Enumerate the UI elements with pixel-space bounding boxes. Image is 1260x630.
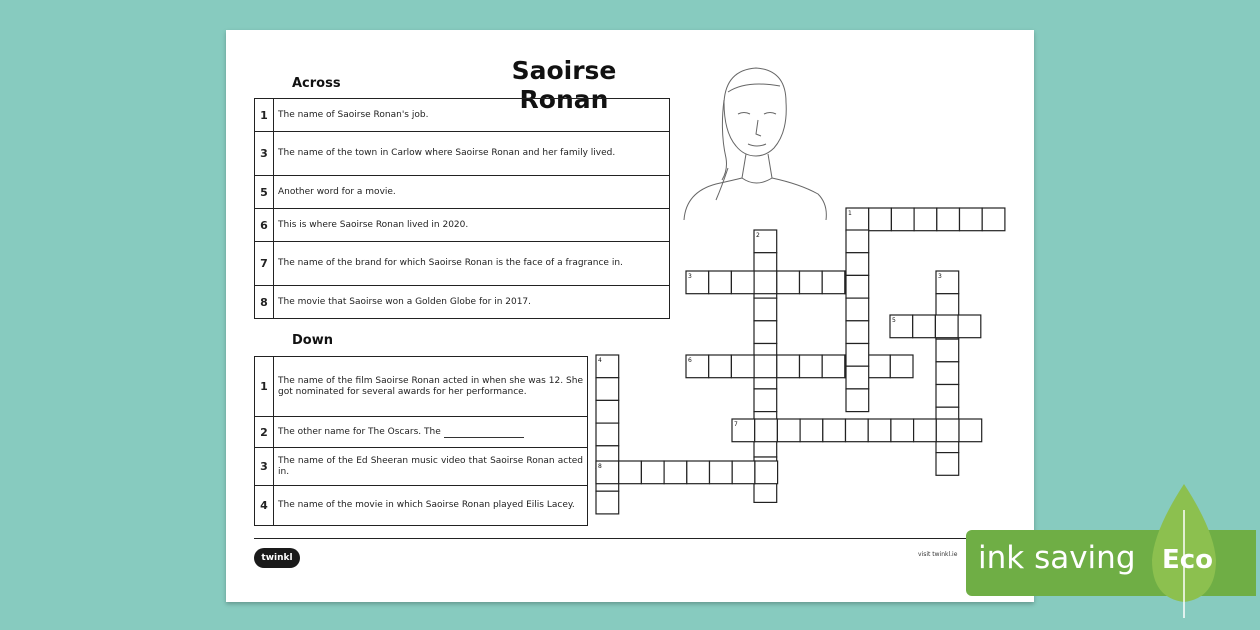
grid-cell <box>619 461 642 484</box>
grid-cell <box>936 419 959 442</box>
across-heading: Across <box>292 76 341 91</box>
clue-text: The name of the brand for which Saoirse Ronan is the face of a fragrance in. <box>274 242 670 286</box>
clue-text: The name of the movie in which Saoirse Ronan played Eilis Lacey. <box>274 486 588 526</box>
grid-cell <box>777 355 800 378</box>
page-title: Saoirse Ronan <box>511 56 617 114</box>
footer-url: visit twinkl.ie <box>918 551 958 558</box>
grid-cell <box>800 419 823 442</box>
grid-cell <box>596 378 619 401</box>
grid-cell <box>755 461 778 484</box>
grid-cell <box>800 355 823 378</box>
grid-cell <box>936 453 959 476</box>
grid-cell <box>823 419 846 442</box>
grid-cell <box>846 389 869 412</box>
clue-number: 4 <box>255 486 274 526</box>
grid-cell <box>754 355 777 378</box>
grid-cell <box>846 275 869 298</box>
clue-number: 5 <box>255 176 274 209</box>
grid-number: 3 <box>938 273 942 280</box>
clue-text: The name of the film Saoirse Ronan acted in when she was 12. She got nominated for several awards for her performance. <box>274 357 588 417</box>
grid-cell <box>755 419 778 442</box>
grid-cell <box>935 315 958 338</box>
grid-cell <box>687 461 710 484</box>
grid-number: 5 <box>892 317 896 324</box>
eco-label: Eco <box>1162 545 1214 575</box>
grid-cell <box>869 208 892 231</box>
grid-number: 4 <box>598 357 602 364</box>
clue-text: The movie that Saoirse won a Golden Globe for in 2017. <box>274 286 670 319</box>
grid-cell <box>846 366 869 389</box>
grid-cell <box>731 271 754 294</box>
grid-cell <box>709 271 732 294</box>
grid-number: 7 <box>734 421 738 428</box>
grid-cell <box>777 419 800 442</box>
grid-cell <box>731 355 754 378</box>
clue-number: 6 <box>255 209 274 242</box>
clue-number: 8 <box>255 286 274 319</box>
clue-number: 3 <box>255 132 274 176</box>
grid-cell <box>936 294 959 317</box>
grid-cell <box>596 400 619 423</box>
grid-cell <box>846 344 869 367</box>
clue-text: Another word for a movie. <box>274 176 670 209</box>
grid-cell <box>982 208 1005 231</box>
clue-number: 1 <box>255 99 274 132</box>
grid-cell <box>890 355 913 378</box>
grid-cell <box>846 230 869 253</box>
clue-text: The other name for The Oscars. The <box>278 426 441 437</box>
grid-cell <box>914 208 937 231</box>
grid-number: 8 <box>598 463 602 470</box>
grid-cell <box>959 419 982 442</box>
grid-cell <box>891 208 914 231</box>
clue-text: The name of the Ed Sheeran music video that Saoirse Ronan acted in. <box>274 448 588 486</box>
grid-cell <box>846 321 869 344</box>
grid-cell <box>822 271 845 294</box>
grid-number: 1 <box>848 210 852 217</box>
down-heading: Down <box>292 333 333 348</box>
grid-cell <box>846 253 869 276</box>
twinkl-logo: twinkl <box>254 548 300 568</box>
grid-cell <box>891 419 914 442</box>
grid-cell <box>777 271 800 294</box>
grid-cell <box>596 423 619 446</box>
grid-cell <box>710 461 733 484</box>
grid-number: 6 <box>688 357 692 364</box>
grid-cell <box>754 321 777 344</box>
grid-cell <box>868 355 891 378</box>
grid-cell <box>664 461 687 484</box>
grid-cell <box>936 385 959 408</box>
crossword-grid <box>226 30 1034 602</box>
grid-cell <box>754 298 777 321</box>
grid-cell <box>709 355 732 378</box>
grid-cell <box>846 298 869 321</box>
grid-cell <box>960 208 983 231</box>
clue-number: 7 <box>255 242 274 286</box>
clue-number: 2 <box>255 417 274 448</box>
clue-text: This is where Saoirse Ronan lived in 2020. <box>274 209 670 242</box>
grid-cell <box>822 355 845 378</box>
grid-cell <box>958 315 981 338</box>
grid-cell <box>937 208 960 231</box>
grid-cell <box>936 339 959 362</box>
clue-number: 3 <box>255 448 274 486</box>
footer-divider <box>254 538 1006 539</box>
grid-cell <box>800 271 823 294</box>
grid-cell <box>732 461 755 484</box>
eco-banner-text: ink saving <box>978 540 1136 576</box>
grid-cell <box>913 315 936 338</box>
grid-number: 2 <box>756 232 760 239</box>
grid-number: 3 <box>688 273 692 280</box>
worksheet-page <box>226 30 1034 602</box>
grid-cell <box>868 419 891 442</box>
clue-text: The name of the town in Carlow where Saoirse Ronan and her family lived. <box>274 132 670 176</box>
grid-cell <box>936 362 959 385</box>
grid-cell <box>754 389 777 412</box>
grid-cell <box>754 271 777 294</box>
grid-cell <box>846 419 869 442</box>
grid-cell <box>641 461 664 484</box>
grid-cell <box>596 491 619 514</box>
clue-number: 1 <box>255 357 274 417</box>
grid-cell <box>914 419 937 442</box>
clue-text: The name of Saoirse Ronan's job. <box>274 99 670 132</box>
